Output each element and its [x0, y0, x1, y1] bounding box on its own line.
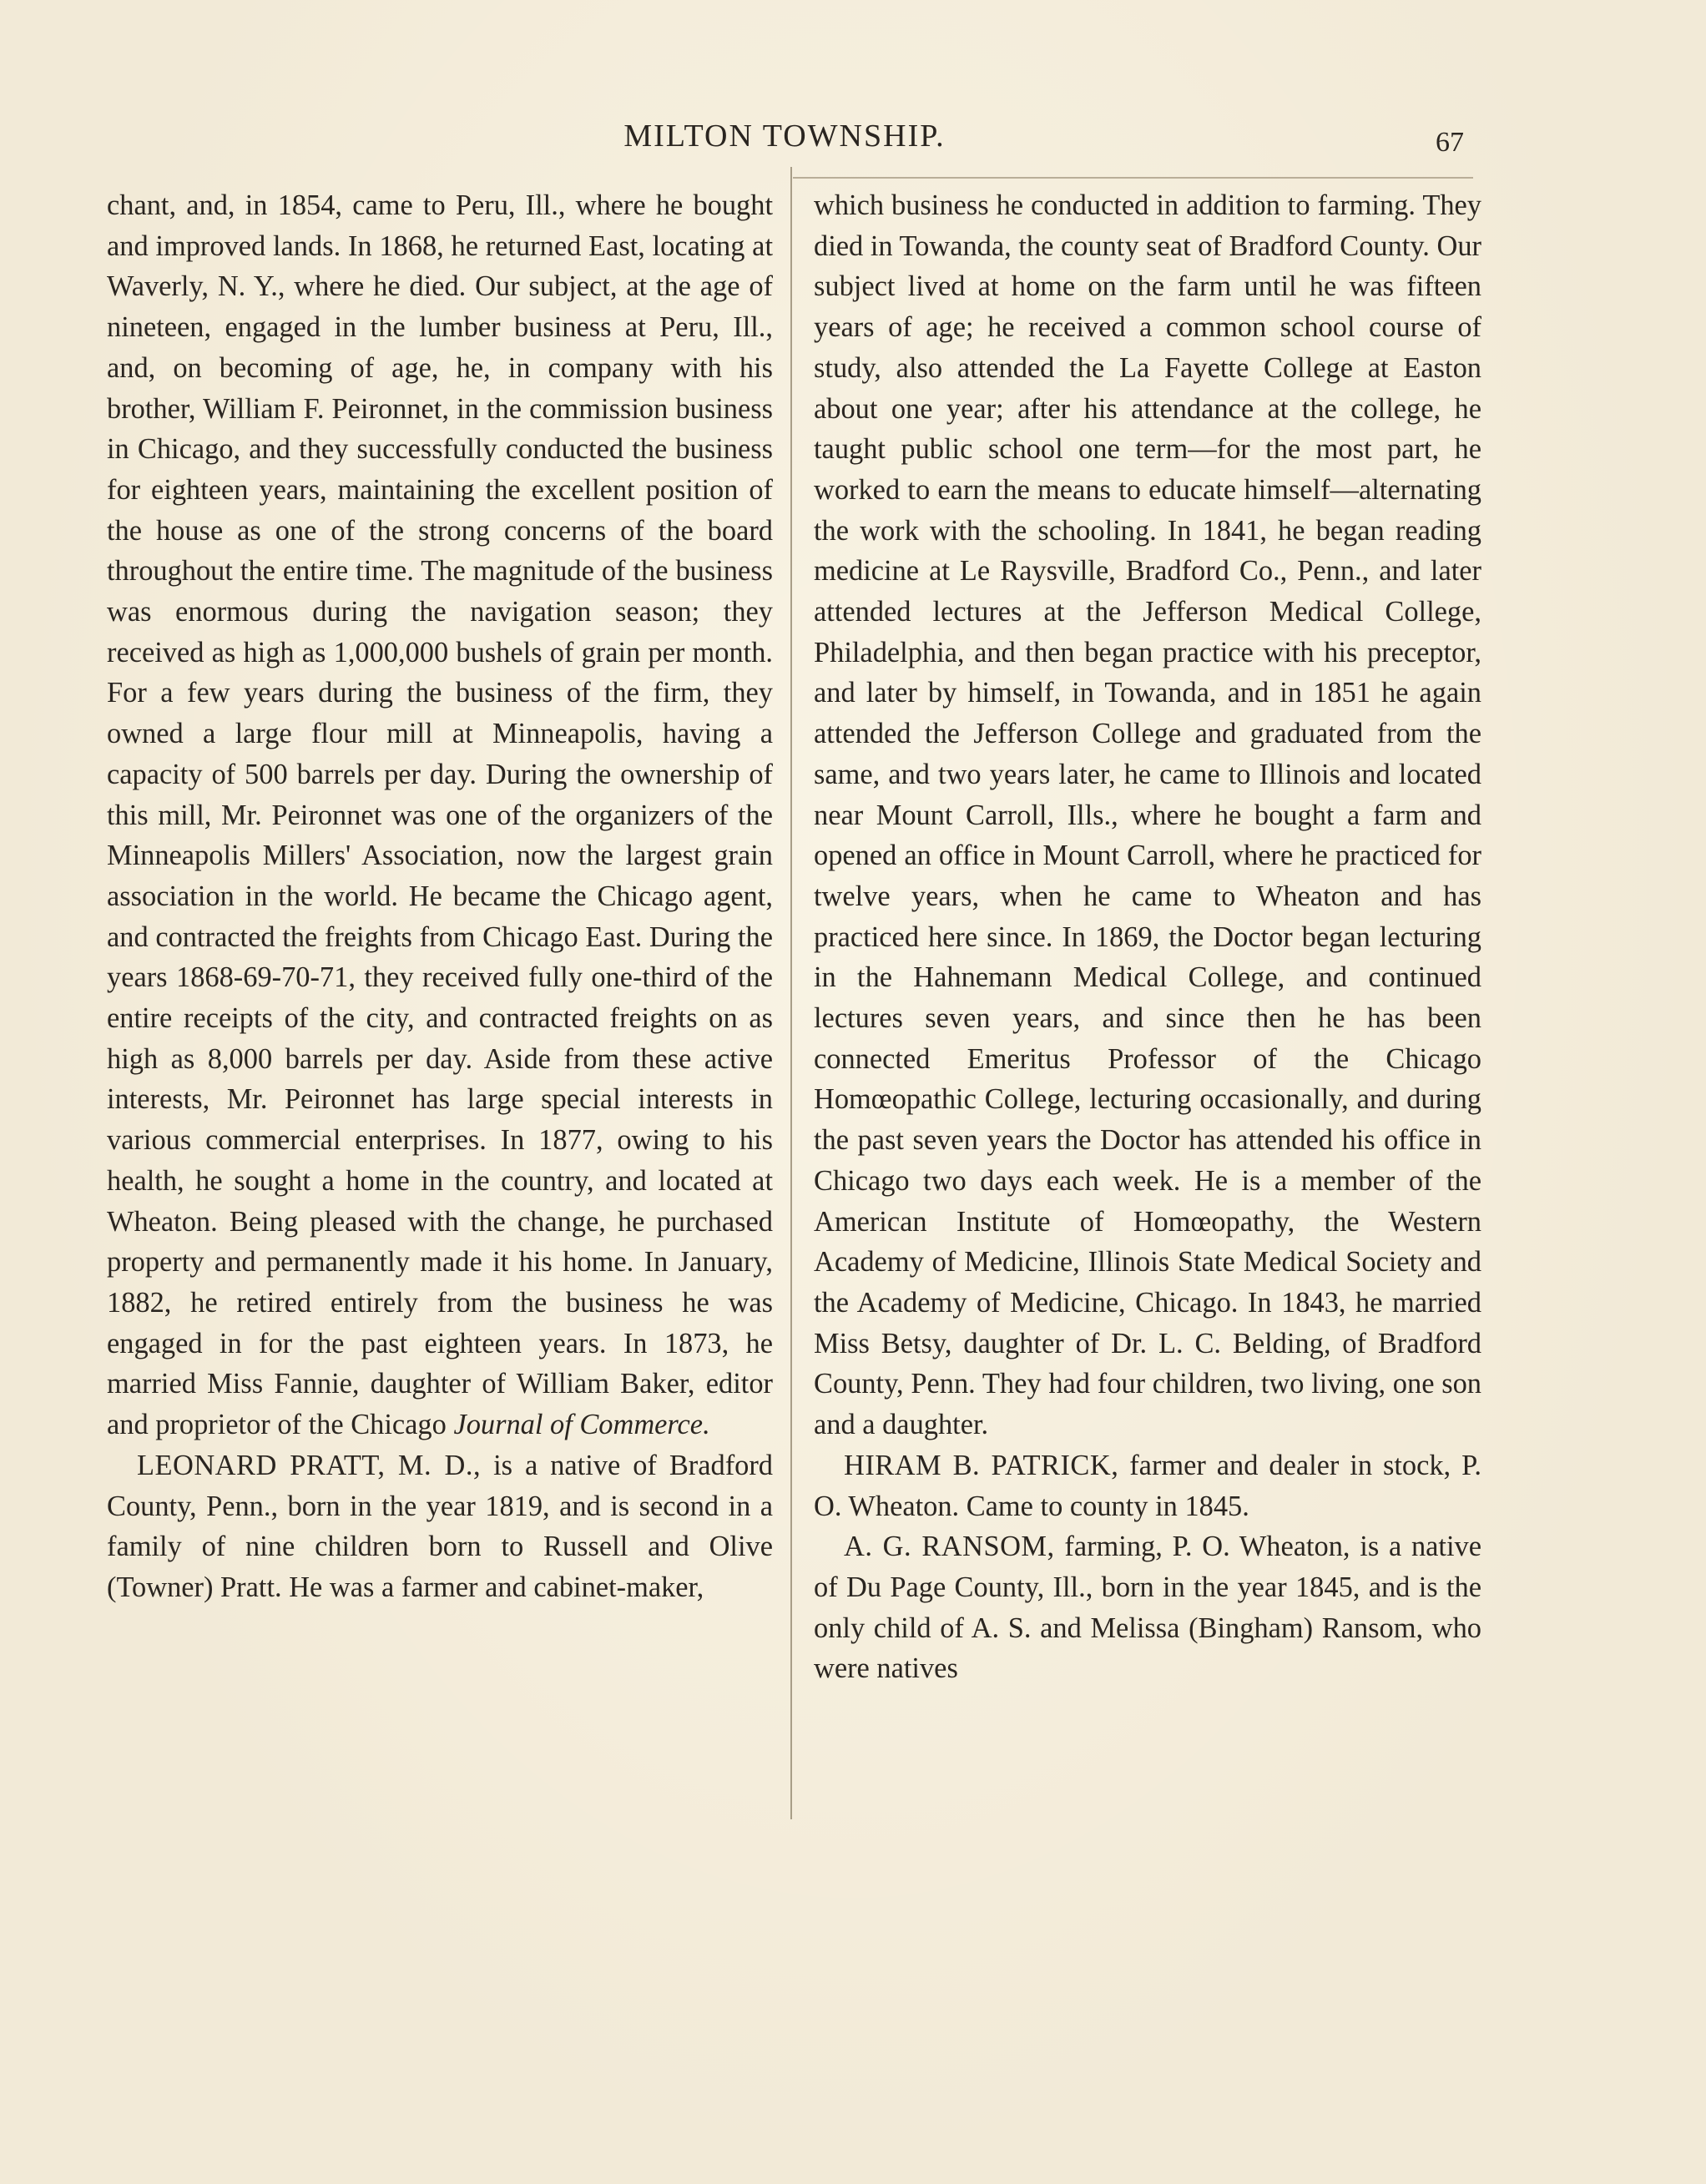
running-head [0, 115, 1706, 157]
left-column [107, 185, 773, 1608]
italic-title: Journal of Commerce. [453, 1409, 710, 1441]
paragraph-text: farming, P. O. Wheaton, is a native of Du Page County, Ill., born in the year 1845, and is the only child of A. S. and Melissa (Bingham) Ransom, who were natives [814, 1531, 1481, 1685]
running-title: MILTON TOWNSHIP. [623, 119, 946, 154]
entry-name: A. G. RANSOM, [844, 1531, 1055, 1563]
entry-name: HIRAM B. PATRICK, [844, 1449, 1119, 1481]
paragraph-pratt-continued [814, 185, 1481, 1445]
paragraph-text: which business he conducted in addition to farming. They died in Towanda, the county seat of Bradford County. Our subject lived at home on the farm until he was fifteen years of age; he received a common school course of study, also attended the La Fayette College at Easton about one year; after his attendance at the college, he taught public school one term—for the most part, he worked to earn the means to educate himself—alternating the work with the schooling. In 1841, he began reading medicine at Le Raysville, Bradford Co., Penn., and later attended lectures at the Jefferson Medical College, Philadelphia, and then began practice with his preceptor, and later by himself, in Towanda, and in 1851 he again attended the Jefferson College and graduated from the same, and two years later, he came to Illinois and located near Mount Carroll, Ills., where he bought a farm and opened an office in Mount Carroll, where he practiced for twelve years, when he came to Wheaton and has practiced here since. In 1869, the Doctor began lecturing in the Hahnemann Medical College, and continued lectures seven years, and since then he has been connected Emeritus Professor of the Chicago Homœopathic College, lecturing occasionally, and during the past seven years the Doctor has attended his office in Chicago two days each week. He is a member of the American Institute of Homœopathy, the Western Academy of Medicine, Illinois State Medical Society and the Academy of Medicine, Chicago. In 1843, he married Miss Betsy, daughter of Dr. L. C. Belding, of Bradford County, Penn. They had four children, two living, one son and a daughter. [814, 189, 1481, 1441]
right-column [814, 185, 1481, 1689]
paragraph-text: is a native of Bradford County, Penn., born in the year 1819, and is second in a family of nine children born to Russell and Olive (Towner) Pratt. He was a farmer and cabinet-maker, [107, 1449, 773, 1603]
paragraph-hiram-patrick [814, 1445, 1481, 1526]
entry-name: LEONARD PRATT, M. D., [137, 1449, 482, 1481]
column-divider [790, 167, 792, 1819]
header-rule [793, 177, 1473, 179]
paragraph-ag-ransom [814, 1526, 1481, 1689]
paragraph-text: farmer and dealer in stock, P. O. Wheaton. Came to county in 1845. [814, 1449, 1481, 1522]
page-number: 67 [1436, 127, 1464, 158]
paragraph-leonard-pratt [107, 1445, 773, 1608]
paragraph-peironnet-continued [107, 185, 773, 1445]
paragraph-text: chant, and, in 1854, came to Peru, Ill., where he bought and improved lands. In 1868, he returned East, locating at Waverly, N. Y., where he died. Our subject, at the age of nineteen, engaged in the lumber business at Peru, Ill., and, on becoming of age, he, in company with his brother, William F. Peironnet, in the commission business in Chicago, and they successfully conducted the business for eighteen years, maintaining the excellent position of the house as one of the strong concerns of the board throughout the entire time. The magnitude of the business was enormous during the navigation season; they received as high as 1,000,000 bushels of grain per month. For a few years during the business of the firm, they owned a large flour mill at Minneapolis, having a capacity of 500 barrels per day. During the ownership of this mill, Mr. Peironnet was one of the organizers of the Minneapolis Millers' Association, now the largest grain association in the world. He became the Chicago agent, and contracted the freights from Chicago East. During the years 1868-69-70-71, they received fully one-third of the entire receipts of the city, and contracted freights on as high as 8,000 barrels per day. Aside from these active interests, Mr. Peironnet has large special interests in various commercial enterprises. In 1877, owing to his health, he sought a home in the country, and located at Wheaton. Being pleased with the change, he purchased property and permanently made it his home. In January, 1882, he retired entirely from the business he was engaged in for the past eighteen years. In 1873, he married Miss Fannie, daughter of William Baker, editor and proprietor of the Chicago [107, 189, 773, 1441]
